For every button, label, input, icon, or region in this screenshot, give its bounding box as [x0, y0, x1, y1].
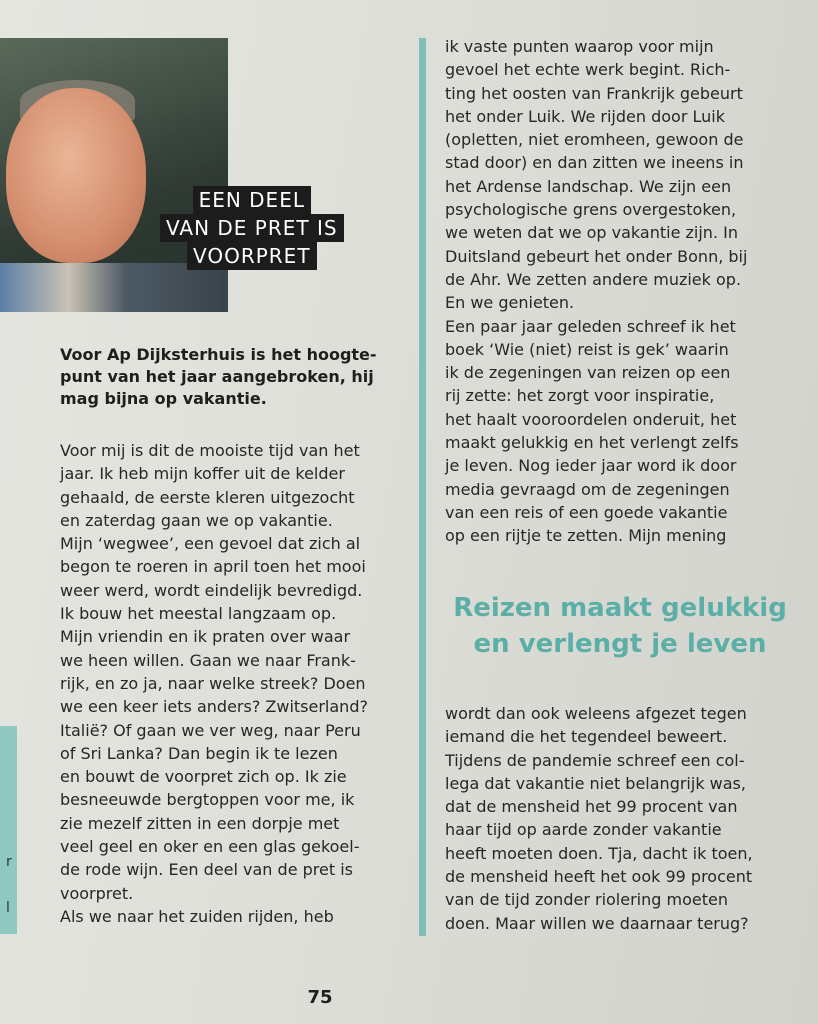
body-line: en zaterdag gaan we op vakantie. [60, 510, 333, 530]
body-line: de mensheid heeft het ook 99 procent [445, 867, 753, 887]
body-line: gehaald, de eerste kleren uitgezocht [60, 487, 355, 507]
body-line: en bouwt de voorpret zich op. Ik zie [60, 767, 347, 787]
body-line: begon te roeren in april toen het mooi [60, 557, 366, 577]
body-line: het onder Luik. We rijden door Luik [445, 106, 725, 126]
lede-line: punt van het jaar aangebroken, hij [60, 367, 374, 386]
quote-line: EEN DEEL [193, 186, 311, 214]
column-rule [419, 38, 426, 936]
quote-line: VOORPRET [187, 242, 317, 270]
pull-quote-line: en verlengt je leven [473, 629, 767, 659]
page-number: 75 [307, 987, 333, 1008]
body-line: wordt dan ook weleens afgezet tegen [445, 704, 747, 723]
body-line: gevoel het echte werk begint. Rich- [445, 60, 731, 80]
body-line: zie mezelf zitten in een dorpje met [60, 813, 340, 833]
body-line: lega dat vakantie niet belangrijk was, [445, 773, 746, 793]
body-line: van de tijd zonder riolering moeten [445, 890, 728, 910]
pull-quote-line: Reizen maakt gelukkig [453, 593, 787, 623]
body-line: Mijn ‘wegwee’, een gevoel dat zich al [60, 534, 361, 554]
body-line: psychologische grens overgestoken, [445, 200, 737, 220]
body-line: de Ahr. We zetten andere muziek op. [445, 269, 742, 289]
body-line: stad door) en dan zitten we ineens in [445, 153, 744, 173]
body-line: we een keer iets anders? Zwitserland? [60, 697, 368, 717]
body-line: rij zette: het zorgt voor inspiratie, [445, 386, 715, 406]
body-line: media gevraagd om de zegeningen [445, 479, 730, 499]
body-line: rijk, en zo ja, naar welke streek? Doen [60, 673, 366, 693]
photo-quote [160, 186, 344, 270]
body-line: veel geel en oker en een glas gekoel- [60, 837, 360, 857]
body-line: Ik bouw het meestal langzaam op. [60, 604, 337, 624]
body-line: of Sri Lanka? Dan begin ik te lezen [60, 743, 338, 763]
lede-line: mag bijna op vakantie. [60, 389, 267, 408]
edge-fragment: l [6, 900, 10, 916]
body-line: doen. Maar willen we daarnaar terug? [445, 913, 749, 933]
body-line: Een paar jaar geleden schreef ik het [445, 316, 736, 336]
body-line: jaar. Ik heb mijn koffer uit de kelder [60, 464, 345, 484]
quote-line: VAN DE PRET IS [160, 214, 344, 242]
body-line: op een rijtje te zetten. Mijn mening [445, 526, 727, 546]
body-line: het haalt vooroordelen onderuit, het [445, 409, 737, 429]
body-line: (opletten, niet eromheen, gewoon de [445, 130, 744, 150]
body-line: van een reis of een goede vakantie [445, 502, 728, 522]
body-line: het Ardense landschap. We zijn een [445, 176, 732, 196]
body-line: maakt gelukkig en het verlengt zelfs [445, 433, 739, 453]
body-line: haar tijd op aarde zonder vakantie [445, 820, 722, 840]
body-line: Italië? Of gaan we ver weg, naar Peru [60, 720, 361, 740]
body-line: iemand die het tegendeel beweert. [445, 727, 728, 747]
body-line: weer werd, wordt eindelijk bevredigd. [60, 580, 363, 600]
body-line: Voor mij is dit de mooiste tijd van het [60, 441, 360, 460]
body-line: heeft moeten doen. Tja, dacht ik toen, [445, 843, 753, 863]
body-column-3 [445, 702, 795, 935]
body-line: de rode wijn. Een deel van de pret is [60, 860, 353, 880]
body-column-2 [445, 35, 795, 548]
body-line: we heen willen. Gaan we naar Frank- [60, 650, 356, 670]
body-line: Als we naar het zuiden rijden, heb [60, 906, 334, 926]
body-line: besneeuwde bergtoppen voor me, ik [60, 790, 355, 810]
body-line: dat de mensheid het 99 procent van [445, 797, 738, 817]
body-line: we weten dat we op vakantie zijn. In [445, 223, 738, 243]
body-line: ting het oosten van Frankrijk gebeurt [445, 83, 743, 103]
body-line: voorpret. [60, 883, 134, 903]
body-line: Tijdens de pandemie schreef een col- [445, 750, 745, 770]
body-line: Duitsland gebeurt het onder Bonn, bij [445, 246, 748, 266]
body-line: ik vaste punten waarop voor mijn [445, 37, 714, 56]
edge-fragment: r [6, 854, 12, 870]
pull-quote [440, 590, 800, 662]
body-line: Mijn vriendin en ik praten over waar [60, 627, 351, 647]
lede-paragraph [60, 344, 400, 410]
body-column-1 [60, 439, 405, 928]
body-line: ik de zegeningen van reizen op een [445, 363, 731, 383]
adjacent-page-bar [0, 726, 17, 934]
lede-line: Voor Ap Dijksterhuis is het hoogte- [60, 345, 377, 364]
author-photo [0, 38, 228, 312]
body-line: boek ‘Wie (niet) reist is gek’ waarin [445, 339, 729, 359]
body-line: je leven. Nog ieder jaar word ik door [445, 456, 737, 476]
body-line: En we genieten. [445, 293, 575, 313]
